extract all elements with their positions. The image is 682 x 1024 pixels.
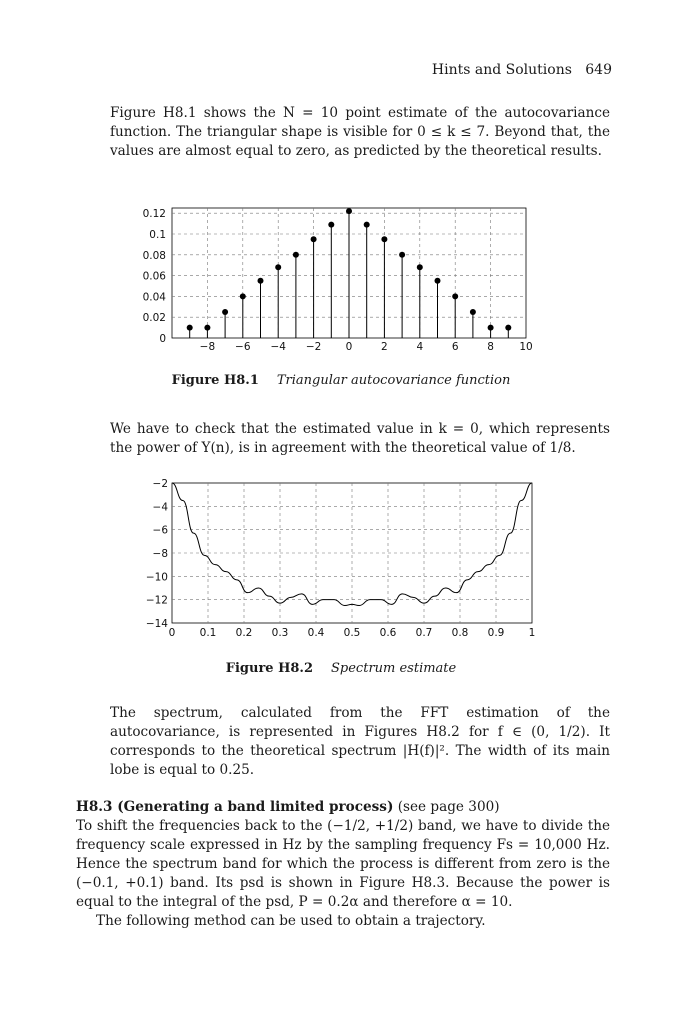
y-tick-label: 0.04 — [142, 291, 166, 304]
x-tick-label: 0.2 — [235, 627, 253, 639]
x-tick-label: −2 — [305, 341, 322, 353]
page-number: 649 — [585, 62, 612, 78]
section-page-ref: (see page 300) — [397, 799, 500, 815]
data-point — [346, 208, 352, 214]
y-tick-label: −12 — [145, 594, 168, 607]
x-tick-label: 0.5 — [343, 627, 361, 639]
running-title: Hints and Solutions — [431, 62, 572, 78]
figure-h8-1-caption — [0, 373, 682, 388]
y-tick-label: 0.12 — [142, 208, 166, 221]
data-point — [222, 309, 228, 315]
autocovariance-chart — [120, 200, 550, 360]
data-point — [435, 278, 441, 284]
x-tick-label: 0.6 — [379, 627, 397, 639]
figure-title: Spectrum estimate — [331, 661, 457, 676]
paragraph-3: The spectrum, calculated from the FFT estimation of the autocovariance, is represented in Figures H8.2 for f ∈ (0, 1/2). It corresponds to the theoretical spectrum |H(f)|². The width of its main lobe is equal to 0.25. — [110, 705, 610, 778]
spectrum-chart — [130, 475, 550, 645]
y-tick-label: −4 — [152, 501, 168, 514]
data-point — [505, 325, 511, 331]
data-point — [204, 325, 210, 331]
section-heading — [76, 798, 610, 817]
data-point — [328, 222, 334, 228]
x-tick-label: −8 — [199, 341, 216, 353]
figure-title: Triangular autocovariance function — [276, 373, 511, 388]
y-tick-label: −14 — [145, 618, 168, 630]
data-point — [258, 278, 264, 284]
y-tick-label: 0.1 — [149, 229, 166, 241]
data-point — [381, 236, 387, 242]
y-tick-label: −2 — [152, 478, 168, 490]
x-tick-label: 0 — [168, 627, 176, 639]
figure-label: Figure H8.1 — [171, 373, 259, 388]
data-point — [417, 264, 423, 270]
paragraph-4: To shift the frequencies back to the (−1/2, +1/2) band, we have to divide the frequency scale expressed in Hz by the sampling frequency Fs = 10,000 Hz. Hence the spectrum band for which the process is different from zero is the (−0.1, +0.1) band. Its psd is shown in Figure H8.3. Because the power is equal to the integral of the psd, P = 0.2α and therefore α = 10. — [76, 818, 610, 910]
data-point — [311, 236, 317, 242]
x-tick-label: 0.9 — [487, 627, 505, 639]
data-point — [240, 293, 246, 299]
y-tick-label: −8 — [152, 548, 168, 560]
y-tick-label: 0.06 — [142, 270, 166, 283]
x-tick-label: 2 — [381, 341, 388, 353]
paragraph-5: The following method can be used to obtain a trajectory. — [96, 913, 486, 929]
paragraph-1: Figure H8.1 shows the N = 10 point estimate of the autocovariance function. The triangular shape is visible for 0 ≤ k ≤ 7. Beyond that, the values are almost equal to zero, as predicted by the theoretical results. — [110, 105, 610, 159]
data-point — [452, 293, 458, 299]
data-point — [187, 325, 193, 331]
section-title: H8.3 (Generating a band limited process) — [76, 799, 394, 815]
x-tick-label: 0.3 — [271, 627, 289, 639]
data-point — [470, 309, 476, 315]
x-tick-label: 0.1 — [199, 627, 217, 639]
data-point — [293, 252, 299, 258]
figure-h8-2-caption — [0, 661, 682, 676]
y-tick-label: 0 — [159, 333, 166, 345]
y-tick-label: 0.02 — [142, 312, 166, 325]
data-point — [488, 325, 494, 331]
x-tick-label: 6 — [451, 341, 459, 353]
x-tick-label: 10 — [519, 341, 533, 353]
x-tick-label: −6 — [235, 341, 251, 353]
x-tick-label: 0.7 — [415, 627, 433, 639]
data-point — [399, 252, 405, 258]
y-tick-label: −10 — [145, 571, 168, 584]
x-tick-label: 0 — [345, 341, 353, 353]
x-tick-label: 4 — [416, 341, 424, 353]
y-tick-label: 0.08 — [142, 249, 166, 262]
x-tick-label: 0.8 — [451, 627, 469, 639]
data-point — [364, 222, 370, 228]
running-header — [432, 62, 612, 78]
x-tick-label: 1 — [528, 627, 536, 639]
x-tick-label: −4 — [270, 341, 286, 353]
y-tick-label: −6 — [152, 524, 168, 537]
figure-label: Figure H8.2 — [225, 661, 314, 676]
x-tick-label: 0.4 — [307, 627, 325, 639]
data-point — [275, 264, 281, 270]
x-tick-label: 8 — [487, 341, 494, 353]
paragraph-2: We have to check that the estimated value in k = 0, which represents the power of Y(n), is in agreement with the theoretical value of 1/8. — [110, 421, 610, 456]
